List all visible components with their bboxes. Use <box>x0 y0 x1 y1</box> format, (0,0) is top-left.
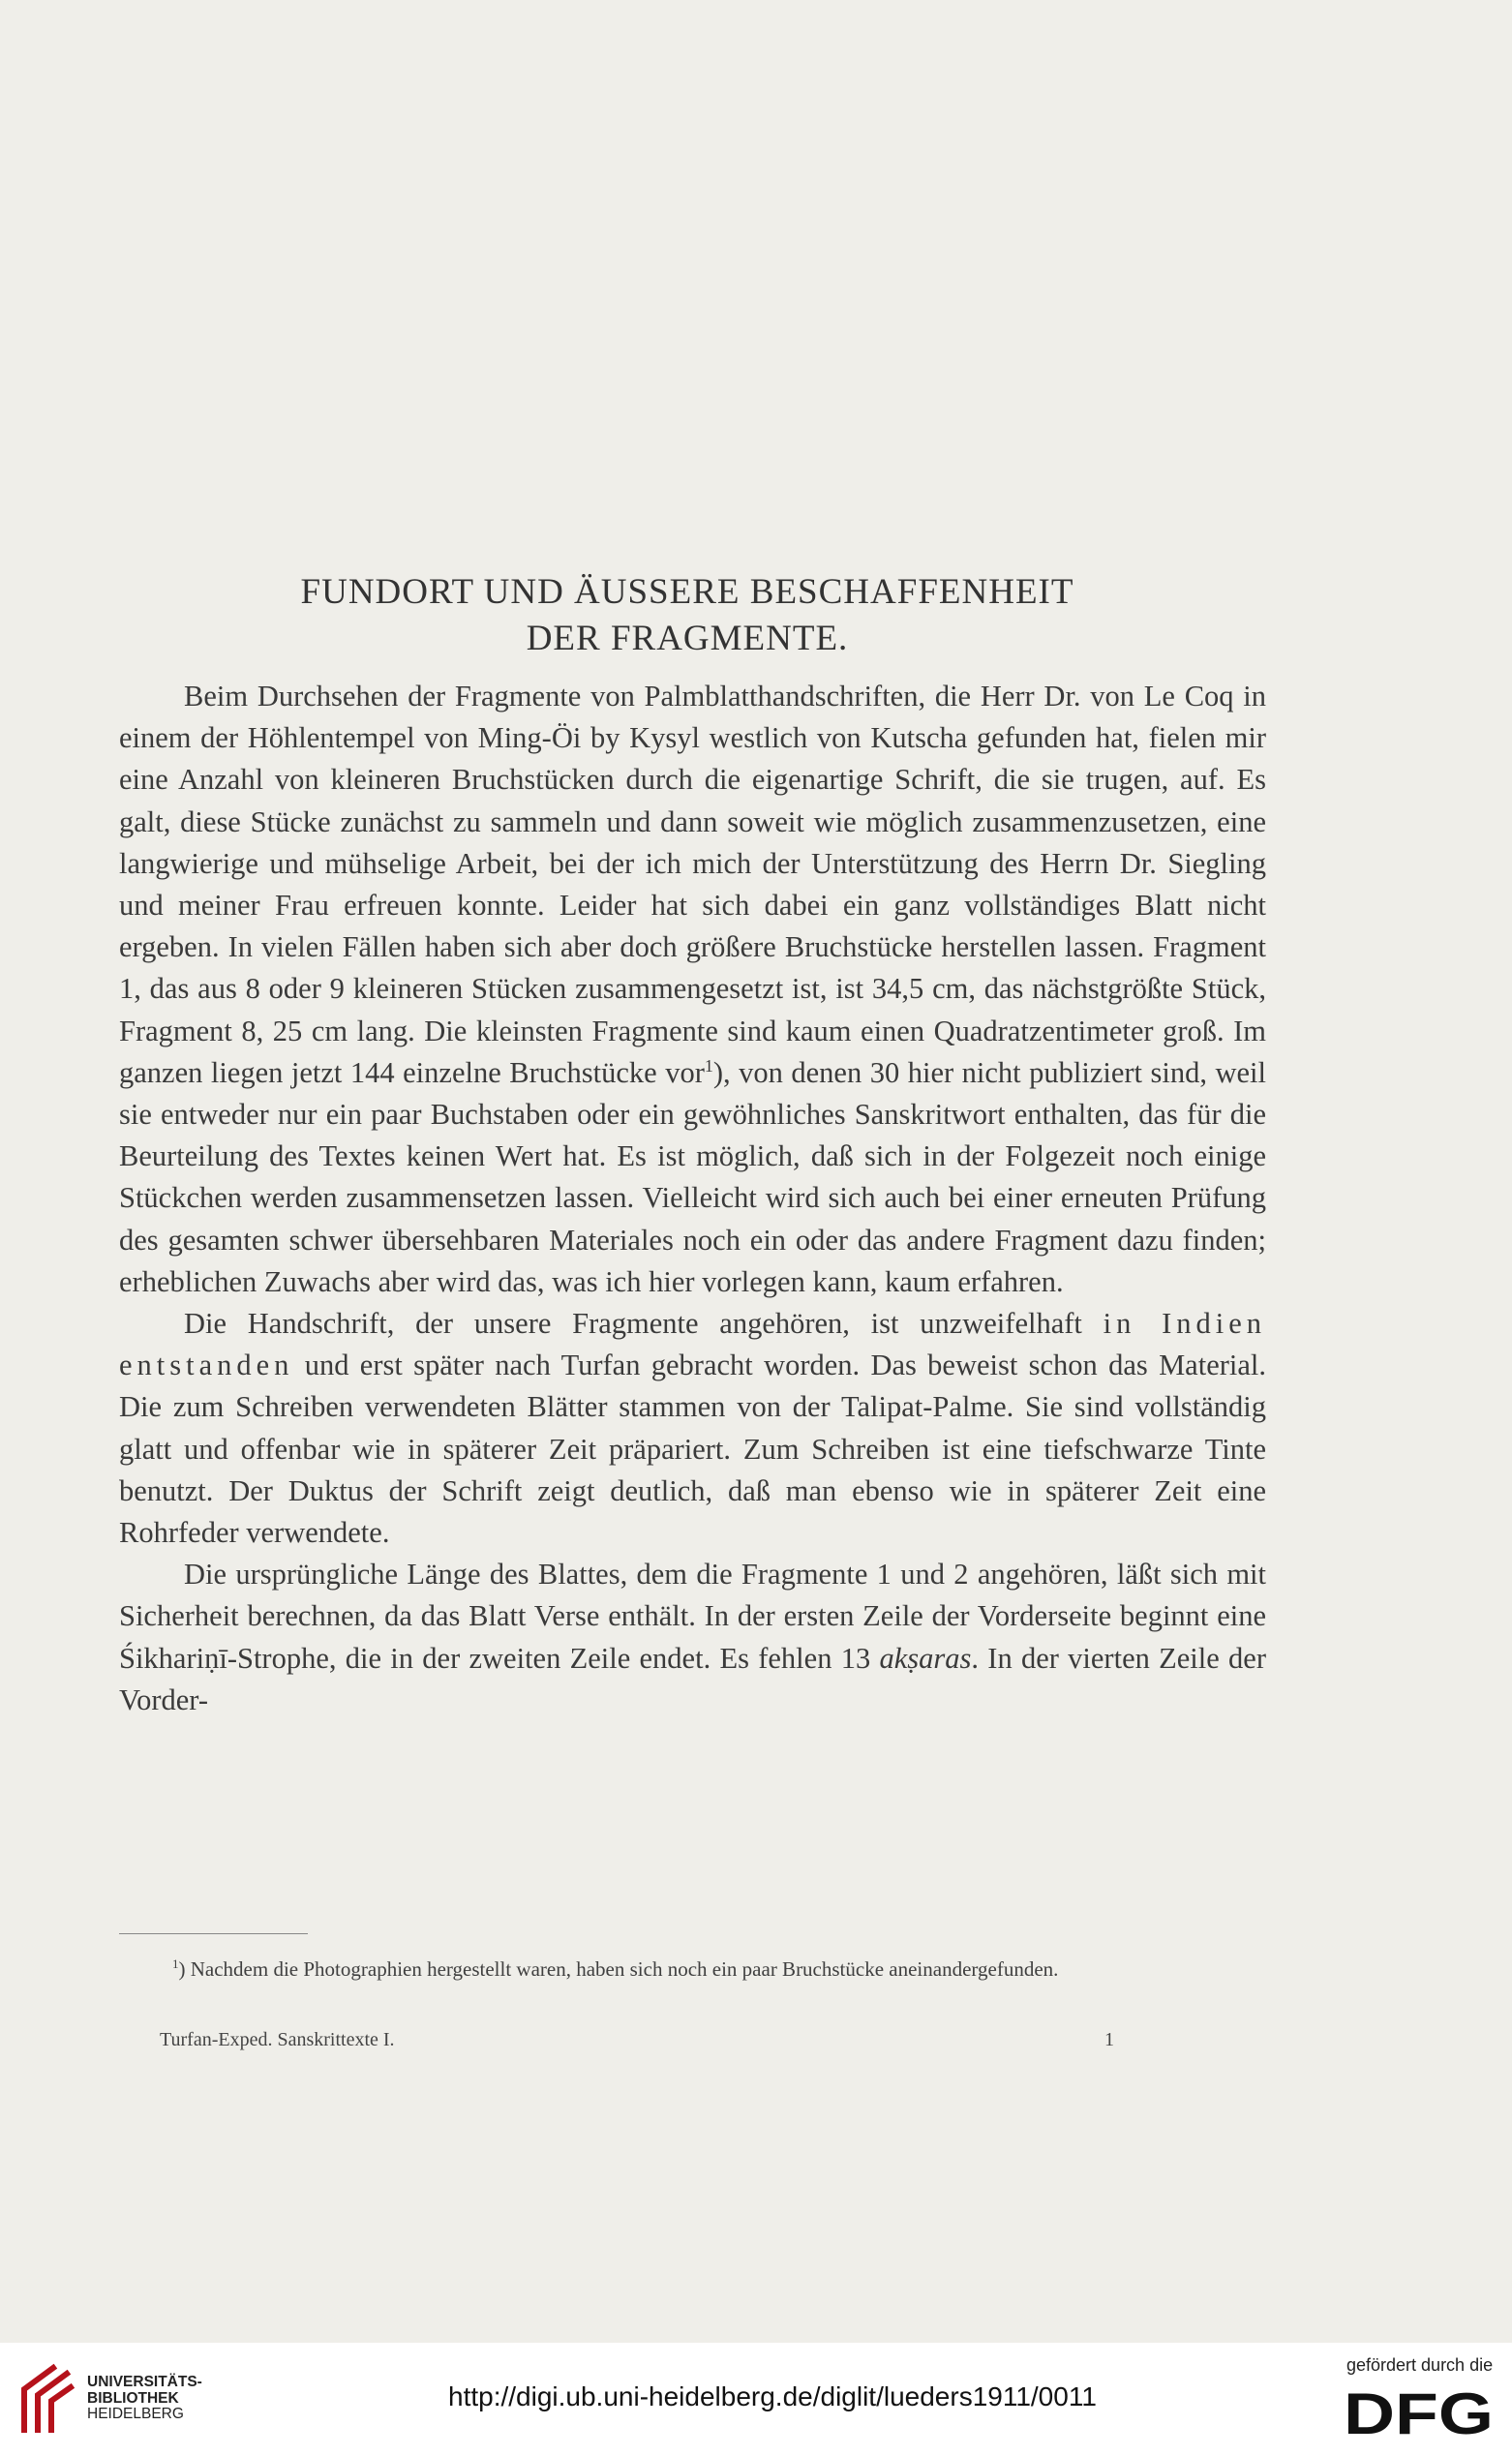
body-text <box>119 676 1266 1721</box>
footer-signature-number: 1 <box>1104 2029 1114 2050</box>
dfg-logo <box>1344 2383 1498 2441</box>
paragraph-2: Die Handschrift, der unsere Fragmente angehören, ist unzweifelhaft in Indien entstanden und erst später nach Turfan gebracht worden. Das beweist schon das Material. Die zum Schreiben verwendeten Blätter stammen von der Talipat-Palme. Sie sind vollständig glatt und offenbar wie in späterer Zeit präpariert. Zum Schreiben ist eine tiefschwarze Tinte benutzt. Der Duktus der Schrift zeigt deutlich, daß man ebenso wie in späterer Zeit eine Rohrfeder verwendete. <box>119 1307 1266 1550</box>
footnote-divider <box>119 1933 308 1934</box>
paragraph-3: Die ursprüngliche Länge des Blattes, dem die Fragmente 1 und 2 angehören, läßt sich mit Sicherheit berechnen, da das Blatt Verse enthält. In der ersten Zeile der Vorderseite beginnt eine Śikhariṇī-Strophe, die in der zweiten Zeile endet. Es fehlen 13 akṣaras. In der vierten Zeile der Vorder- <box>119 1558 1266 1716</box>
chapter-title-line1: FUNDORT UND ÄUSSERE BESCHAFFENHEIT <box>300 572 1074 612</box>
permalink-url[interactable]: http://digi.ub.uni-heidelberg.de/diglit/lueders1911/0011 <box>448 2381 1097 2411</box>
footnote: $^1$) Nachdem die Photographien hergestellt waren, haben sich noch ein paar Bruchstücke aneinandergefunden. <box>172 1956 1059 1981</box>
university-library-logo-icon <box>15 2360 80 2438</box>
italic-term: akṣaras <box>879 1641 972 1675</box>
library-name: UNIVERSITÄTS- BIBLIOTHEK HEIDELBERG <box>87 2374 202 2422</box>
emphasized-text: in Indien entstanden <box>119 1307 1266 1382</box>
footnote-marker: 1 <box>704 1055 713 1076</box>
chapter-title-line2: DER FRAGMENTE. <box>526 619 849 658</box>
paragraph-1: Beim Durchsehen der Fragmente von Palmblatthandschriften, die Herr Dr. von Le Coq in einem der Höhlentempel von Ming-Öi by Kysyl westlich von Kutscha gefunden hat, fielen mir eine Anzahl von kleineren Bruchstücken durch die eigenartige Schrift, die sie trugen, auf. Es galt, diese Stücke zunächst zu sammeln und dann soweit wie möglich zusammenzusetzen, eine langwierige und mühselige Arbeit, bei der ich mich der Unterstützung des Herrn Dr. Siegling und meiner Frau erfreuen konnte. Leider hat sich dabei ein ganz vollständiges Blatt nicht ergeben. In vielen Fällen haben sich aber doch größere Bruchstücke herstellen lassen. Fragment 1, das aus 8 oder 9 kleineren Stücken zusammengesetzt ist, ist 34,5 cm, das nächstgrößte Stück, Fragment 8, 25 cm lang. Die kleinsten Fragmente sind kaum einen Quadratzentimeter groß. Im ganzen liegen jetzt 144 einzelne Bruchstücke vor$^1$), von denen 30 hier nicht publiziert sind, weil sie entweder nur ein paar Buchstaben oder ein gewöhnliches Sanskritwort enthalten, das für die Beurteilung des Textes keinen Wert hat. Es ist möglich, daß sich in der Folgezeit noch einige Stückchen werden zusammensetzen lassen. Vielleicht wird sich auch bei einer erneuten Prüfung des gesamten schwer übersehbaren Materiales noch ein oder das andere Fragment dazu finden; erheblichen Zuwachs aber wird das, was ich hier vorlegen kann, kaum erfahren. <box>119 680 1266 1298</box>
funded-by-label: gefördert durch die <box>1346 2355 1494 2375</box>
svg-text:DFG: DFG <box>1344 2383 1494 2441</box>
footer-series-title: Turfan-Exped. Sanskrittexte I. <box>160 2029 395 2050</box>
